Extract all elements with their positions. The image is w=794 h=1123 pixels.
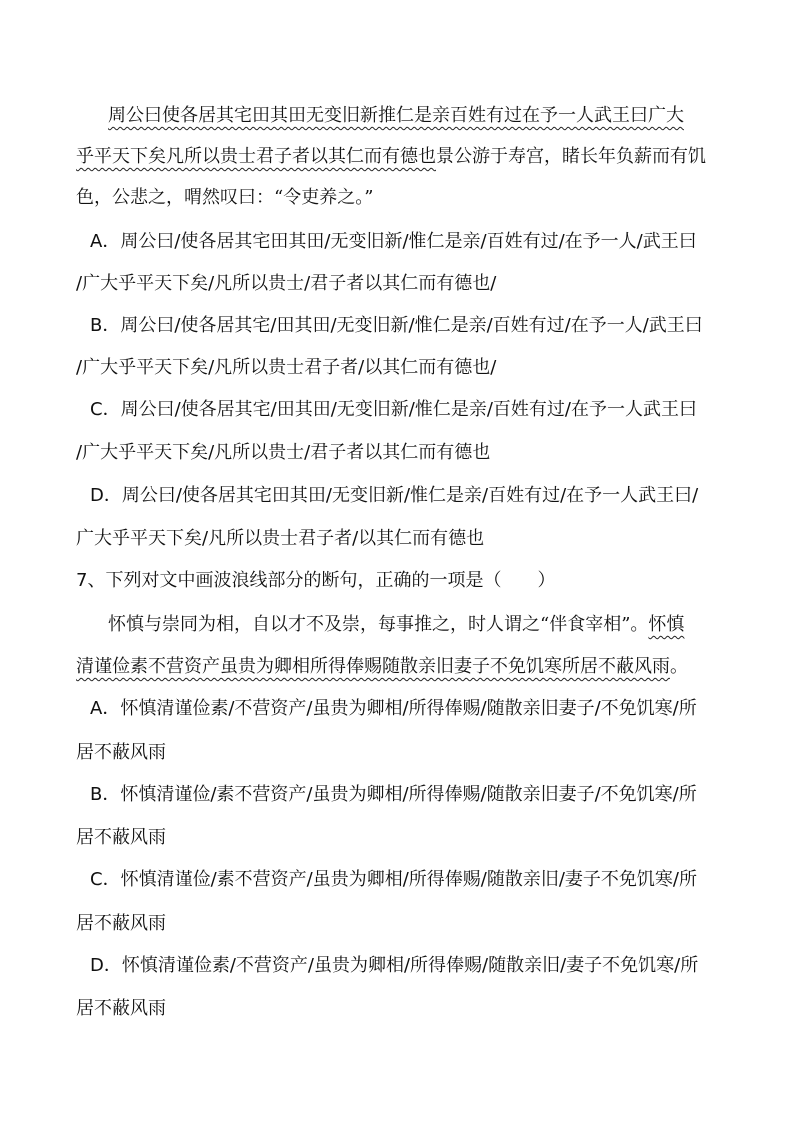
q6-passage-line-3: 色，公悲之，喟然叹曰：“令吏养之。”: [76, 187, 374, 208]
q6-option-a-line-2: /广大乎平天下矣/凡所以贵士/君子者以其仁而有德也/: [76, 273, 497, 294]
q6-option-c-line-2: /广大乎平天下矣/凡所以贵士/君子者以其仁而有德也: [76, 442, 491, 463]
q7-passage-line-1: [108, 612, 684, 638]
q7-passage-end: 。: [670, 656, 688, 677]
q7-option-d-line-1: D．怀慎清谨俭素/不营资产/虽贵为卿相/所得俸赐/随散亲旧/妻子不免饥寒/所: [90, 955, 699, 976]
q6-passage-line-1: [108, 103, 684, 129]
q7-option-c-line-2: 居不蔽风雨: [76, 913, 166, 934]
q7-option-a-line-2: 居不蔽风雨: [76, 742, 166, 763]
q7-option-a-line-1: A．怀慎清谨俭素/不营资产/虽贵为卿相/所得俸赐/随散亲旧妻子/不免饥寒/所: [90, 698, 697, 719]
q7-passage-text-1: 怀慎与崇同为相，自以才不及崇，每事推之，时人谓之“伴食宰相”。: [108, 614, 649, 635]
q6-option-c-line-1: C．周公曰/使各居其宅/田其田/无变旧新/惟仁是亲/百姓有过/在予一人武王曰: [90, 399, 697, 420]
q7-option-b-line-2: 居不蔽风雨: [76, 827, 166, 848]
q6-wavy-text-2: 乎平天下矣凡所以贵士君子者以其仁而有德也: [76, 146, 436, 167]
q6-option-d-line-2: 广大乎平天下矣/凡所以贵士君子者/以其仁而有德也: [76, 528, 485, 549]
q6-passage-line-2: [76, 144, 706, 170]
q7-passage-line-2: [76, 654, 688, 680]
q7-wavy-text-2: 清谨俭素不营资产虽贵为卿相所得俸赐随散亲旧妻子不免饥寒所居不蔽风雨: [76, 656, 670, 677]
q7-option-b-line-1: B．怀慎清谨俭/素不营资产/虽贵为卿相/所得俸赐/随散亲旧妻子/不免饥寒/所: [90, 784, 697, 805]
q6-wavy-text-1: 周公曰使各居其宅田其田无变旧新推仁是亲百姓有过在予一人武王曰广大: [108, 105, 684, 126]
q6-passage-text-2: 景公游于寿宫，睹长年负薪而有饥: [436, 146, 706, 167]
q7-option-d-line-2: 居不蔽风雨: [76, 998, 166, 1019]
q6-option-b-line-2: /广大乎平天下矣/凡所以贵士君子者/以其仁而有德也/: [76, 357, 497, 378]
q6-option-d-line-1: D．周公曰/使各居其宅田其田/无变旧新/惟仁是亲/百姓有过/在予一人武王曰/: [90, 485, 699, 506]
q7-option-c-line-1: C．怀慎清谨俭/素不营资产/虽贵为卿相/所得俸赐/随散亲旧/妻子不免饥寒/所: [90, 869, 697, 890]
q7-wavy-text-1: 怀慎: [648, 614, 685, 635]
q7-stem: 7、下列对文中画波浪线部分的断句，正确的一项是（ ）: [76, 570, 556, 591]
q6-option-b-line-1: B．周公曰/使各居其宅/田其田/无变旧新/惟仁是亲/百姓有过/在予一人/武王曰: [90, 315, 703, 336]
q6-option-a-line-1: A．周公曰/使各居其宅田其田/无变旧新/惟仁是亲/百姓有过/在予一人/武王曰: [90, 231, 697, 252]
